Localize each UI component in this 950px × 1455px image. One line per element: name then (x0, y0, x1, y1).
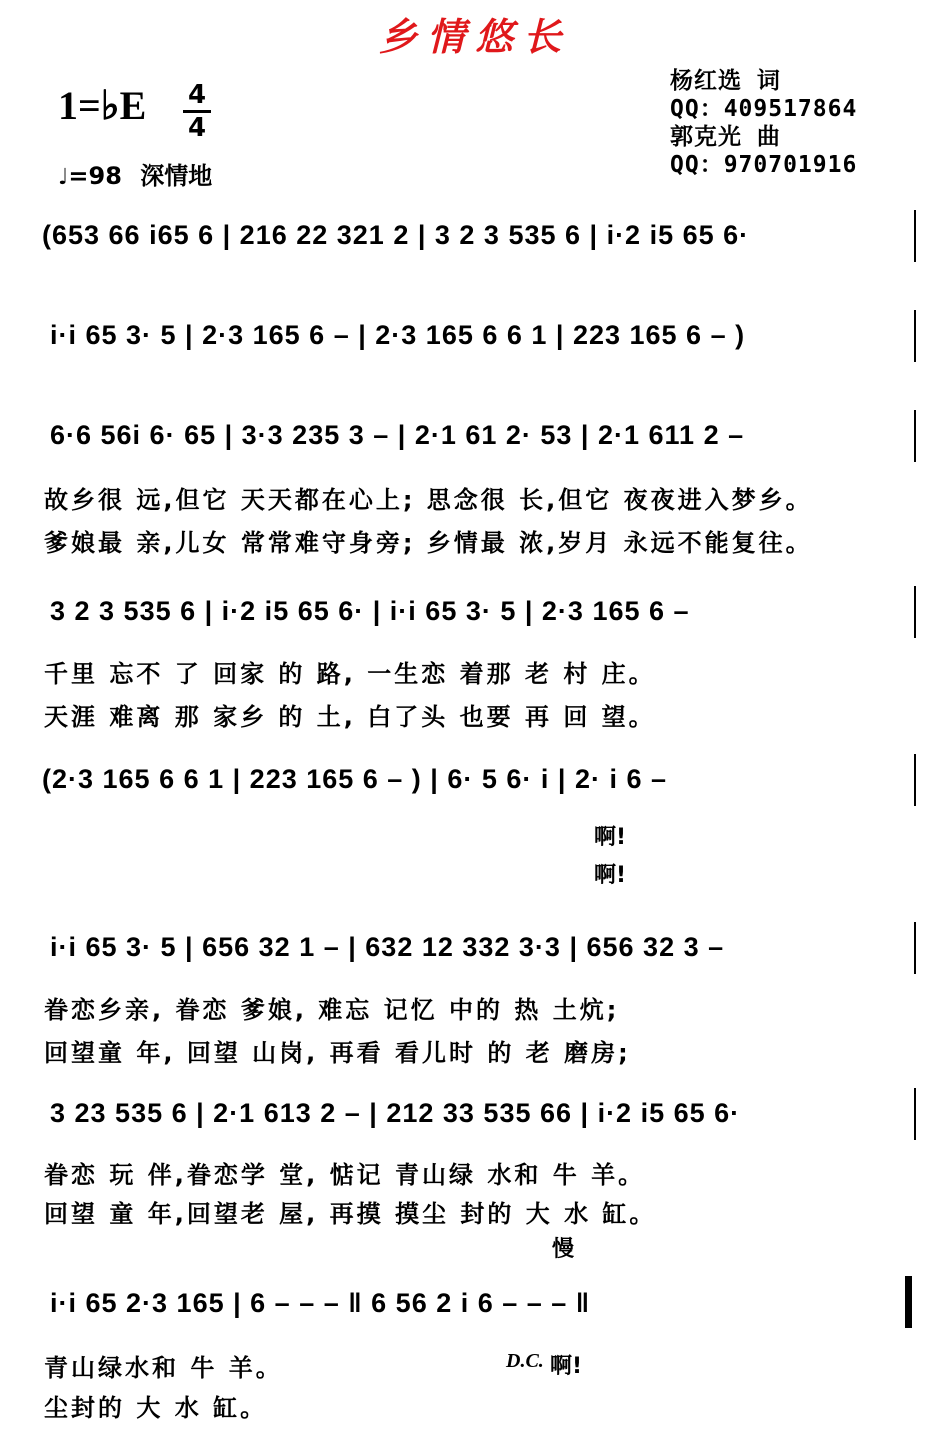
lyric-line-3a: 故乡很 远,但它 天天都在心上; 思念很 长,但它 夜夜进入梦乡。 (44, 486, 813, 514)
barline (914, 210, 916, 262)
score-line-4: 3 2 3 535 6 | i·2 i5 65 6· | i·i 65 3· 5 | 2·3 165 6 – (50, 596, 690, 626)
score-line-7: 3 23 535 6 | 2·1 613 2 – | 212 33 535 66 | i·2 i5 65 6· (50, 1098, 741, 1128)
dc-marking: D.C. (506, 1350, 544, 1372)
meter-bottom: 4 (187, 113, 207, 143)
lyric-line-4b: 天涯 难离 那 家乡 的 土, 白了头 也要 再 回 望。 (44, 703, 656, 731)
composer-qq: QQ：970701916 (670, 152, 858, 178)
barline (914, 754, 916, 806)
lyric-line-8a: 青山绿水和 牛 羊。 (44, 1354, 283, 1382)
lyric-line-7a: 眷恋 玩 伴,眷恋学 堂, 惦记 青山绿 水和 牛 羊。 (44, 1161, 646, 1189)
lyric-ah-1: 啊! (594, 825, 627, 850)
barline (914, 1088, 916, 1140)
score-line-8: i·i 65 2·3 165 | 6 – – – ‖ 6 56 2 i 6 – – – ‖ (50, 1288, 591, 1318)
barline (914, 310, 916, 362)
lyric-line-6b: 回望童 年, 回望 山岗, 再看 看儿时 的 老 磨房; (44, 1039, 631, 1067)
lyric-ah-2: 啊! (594, 863, 627, 888)
lyric-line-4a: 千里 忘不 了 回家 的 路, 一生恋 着那 老 村 庄。 (44, 660, 656, 688)
time-signature (183, 82, 211, 141)
lyric-line-3b: 爹娘最 亲,儿女 常常难守身旁; 乡情最 浓,岁月 永远不能复往。 (44, 529, 813, 557)
lyric-line-8b: 尘封的 大 水 缸。 (44, 1394, 268, 1422)
meter-top: 4 (187, 80, 207, 110)
final-ah: 啊! (550, 1354, 583, 1379)
score-line-6: i·i 65 3· 5 | 656 32 1 – | 632 12 332 3·3 | 656 32 3 – (50, 932, 725, 962)
quarter-note-icon: ♩ (58, 165, 69, 190)
barline (914, 586, 916, 638)
key-signature: 1=♭E (58, 83, 147, 128)
lyric-line-7b: 回望 童 年,回望老 屋, 再摸 摸尘 封的 大 水 缸。 (44, 1200, 657, 1228)
score-line-1: (653 66 i65 6 | 216 22 321 2 | 3 2 3 535 6 | i·2 i5 65 6· (42, 220, 750, 250)
song-title: 乡情悠长 (378, 14, 571, 59)
lyric-line-6a: 眷恋乡亲, 眷恋 爹娘, 难忘 记忆 中的 热 土炕; (44, 996, 620, 1024)
lyricist-qq: QQ：409517864 (670, 96, 858, 122)
tempo-value: =98 (68, 162, 122, 190)
composer: 郭克光 曲 (670, 124, 781, 150)
final-barline (905, 1276, 912, 1328)
barline (914, 410, 916, 462)
tempo-marking (58, 156, 212, 191)
score-line-2: i·i 65 3· 5 | 2·3 165 6 – | 2·3 165 6 6 1 | 223 165 6 – ) (50, 320, 746, 350)
barline (914, 922, 916, 974)
expression-text: 深情地 (140, 162, 213, 190)
slow-marking: 慢 (552, 1237, 575, 1262)
lyricist: 杨红选 词 (670, 68, 781, 94)
score-line-5: (2·3 165 6 6 1 | 223 165 6 – ) | 6· 5 6· i | 2· i 6 – (42, 764, 667, 794)
score-line-3: 6·6 56i 6· 65 | 3·3 235 3 – | 2·1 61 2· 53 | 2·1 611 2 – (50, 420, 745, 450)
